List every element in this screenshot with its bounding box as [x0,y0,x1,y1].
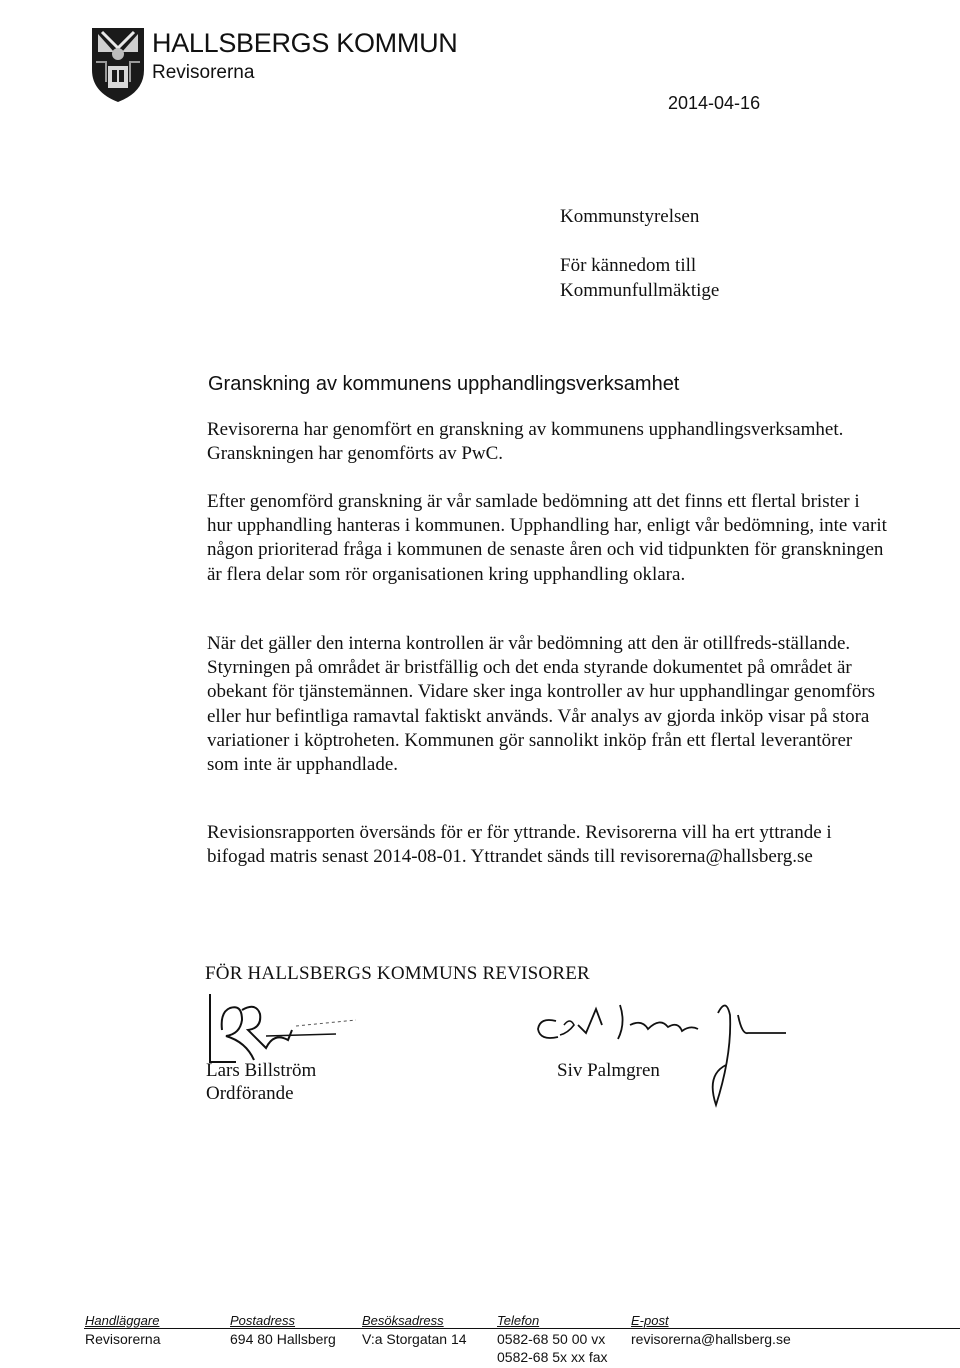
footer-value-epost: revisorerna@hallsberg.se [631,1331,791,1347]
coat-of-arms-icon [88,22,148,104]
footer-heading-telefon: Telefon [497,1313,540,1328]
recipient-primary: Kommunstyrelsen [560,206,700,227]
footer-value-handlaggare: Revisorerna [85,1331,161,1347]
footer-heading-handlaggare: Handläggare [85,1313,160,1328]
recipient-cc-label: För kännedom till [560,255,697,276]
body-paragraph: Revisorerna har genomfört en granskning av kommunens upphandlingsverksamhet. Granskningen har genomförts av PwC. [207,419,844,465]
footer-heading-besoksadress: Besöksadress [362,1313,444,1328]
footer-divider [84,1328,960,1329]
footer-heading-postadress: Postadress [230,1313,296,1328]
organization-unit: Revisorerna [152,62,255,83]
body-paragraph: Revisionsrapporten översänds för er för yttrande. Revisorerna vill ha ert yttrande i bifogad matris senast 2014-08-01. Yttrandet sänds till revisorerna@hallsberg.se [207,822,832,868]
body-paragraph: Efter genomförd granskning är vår samlade bedömning att det finns ett flertal brister i hur upphandling hanteras i kommunen. Upphandling har, enligt vår bedömning, inte varit någon prioriterad fråga i kommunen de senaste åren och vid tidpunkten för granskningen är flera delar som rör organisationen kring upphandling oklara. [207,491,887,585]
footer-value-telefon-vx: 0582-68 50 00 vx [497,1331,606,1347]
signature-heading: FÖR HALLSBERGS KOMMUNS REVISORER [205,963,590,984]
signatory-right-name: Siv Palmgren [557,1060,660,1081]
footer-heading-epost: E-post [631,1313,669,1328]
signatory-left-title: Ordförande [206,1083,294,1104]
footer-value-postadress: 694 80 Hallsberg [230,1331,336,1347]
organization-name: HALLSBERGS KOMMUN [152,28,458,58]
signatory-left-name: Lars Billström [206,1060,317,1081]
footer-value-besoksadress: V:a Storgatan 14 [362,1331,467,1347]
subject-heading: Granskning av kommunens upphandlingsverksamhet [208,373,680,395]
footer-value-telefon-fax: 0582-68 5x xx fax [497,1349,608,1365]
recipient-cc: Kommunfullmäktige [560,280,720,301]
letter-date: 2014-04-16 [668,93,761,113]
body-paragraph: När det gäller den interna kontrollen är vår bedömning att den är otillfreds-ställande. Styrningen på området är bristfällig och det enda styrande dokumentet på området är obekant för tjänstemännen. Vidare sker inga kontroller av hur upphandlingar genomförs eller hur befintliga ramavtal faktiskt används. Vår analys av gjorda inköp visar på stora variationer i köptroheten. Kommunen gör sannolikt inköp från ett flertal leverantörer som inte är upphandlade. [207,633,876,776]
